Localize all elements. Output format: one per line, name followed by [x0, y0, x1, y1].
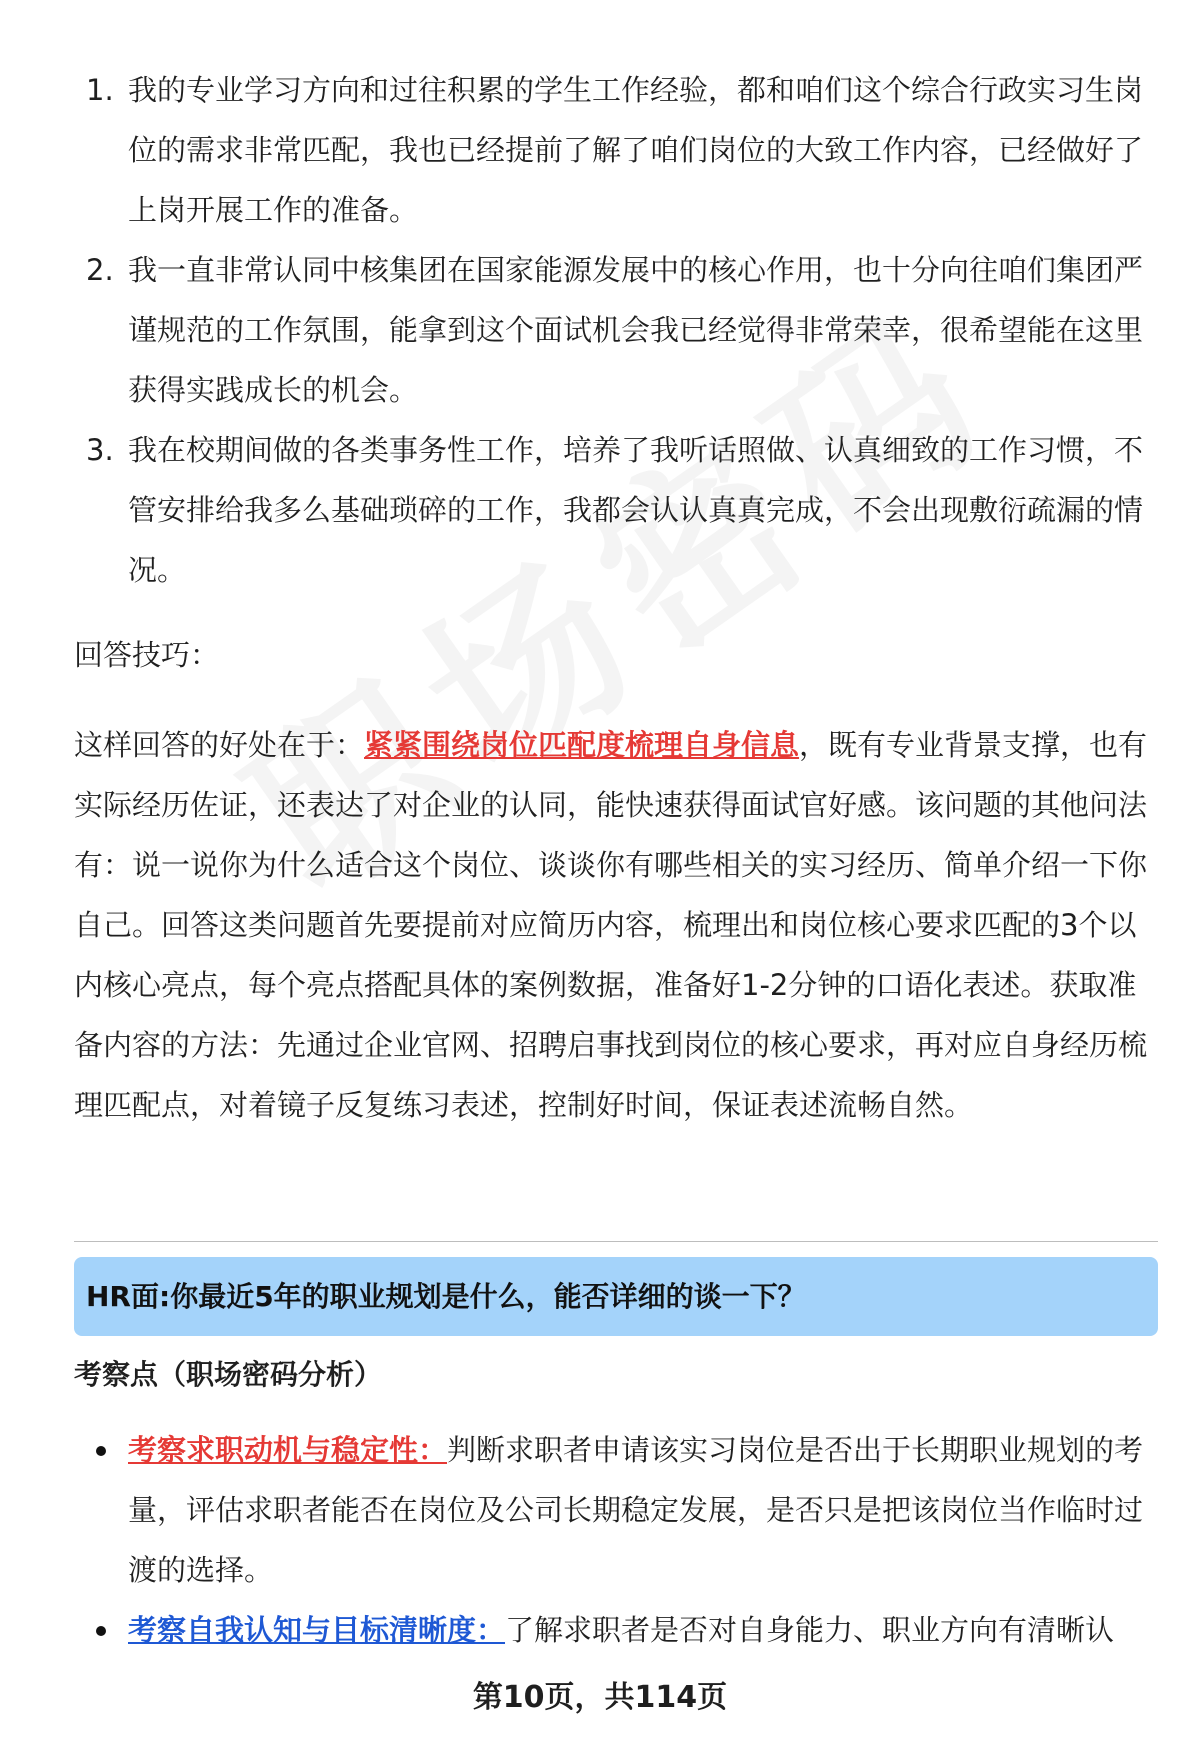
- section-divider: [74, 1241, 1158, 1242]
- tips-highlight: 紧紧围绕岗位匹配度梳理自身信息: [364, 728, 800, 762]
- analysis-heading: 考察点（职场密码分析）: [74, 1358, 383, 1391]
- list-number: 2.: [86, 253, 114, 287]
- list-item: [74, 60, 1154, 240]
- tips-body: ，既有专业背景支撑，也有实际经历佐证，还表达了对企业的认同，能快速获得面试官好感。该问题的其他问法有：说一说你为什么适合这个岗位、谈谈你有哪些相关的实习经历、简单介绍一下你自己。回答这类问题首先要提前对应简历内容，梳理出和岗位核心要求匹配的3个以内核心亮点，每个亮点搭配具体的案例数据，准备好1-2分钟的口语化表述。获取准备内容的方法：先通过企业官网、招聘启事找到岗位的核心要求，再对应自身经历梳理匹配点，对着镜子反复练习表述，控制好时间，保证表述流畅自然。: [74, 728, 1148, 1122]
- bullet-text: 判断求职者申请该实习岗位是否出于长期职业规划的考量，评估求职者能否在岗位及公司长期稳定发展，是否只是把该岗位当作临时过渡的选择。: [128, 1433, 1144, 1587]
- list-item-text: 我在校期间做的各类事务性工作，培养了我听话照做、认真细致的工作习惯，不管安排给我多么基础琐碎的工作，我都会认认真真完成，不会出现敷衍疏漏的情况。: [128, 433, 1144, 587]
- tips-lead: 这样回答的好处在于：: [74, 728, 365, 762]
- list-number: 3.: [86, 433, 114, 467]
- tips-paragraph: [74, 715, 1154, 1135]
- list-item: [74, 420, 1154, 600]
- numbered-list: [74, 60, 1154, 600]
- bullet-item: [74, 1420, 1154, 1600]
- bullet-text: 了解求职者是否对自身能力、职业方向有清晰认: [505, 1613, 1115, 1647]
- page-number-footer: 第10页，共114页: [472, 1680, 728, 1715]
- bullet-label: 考察自我认知与目标清晰度：: [128, 1613, 506, 1647]
- bullet-dot: [96, 1626, 106, 1636]
- bullet-item: [74, 1600, 1154, 1660]
- list-item: [74, 240, 1154, 420]
- analysis-bullet-list: [74, 1420, 1154, 1660]
- bullet-label: 考察求职动机与稳定性：: [128, 1433, 448, 1467]
- question-box: [74, 1257, 1158, 1336]
- list-item-text: 我的专业学习方向和过往积累的学生工作经验，都和咱们这个综合行政实习生岗位的需求非常匹配，我也已经提前了解了咱们岗位的大致工作内容，已经做好了上岗开展工作的准备。: [128, 73, 1144, 227]
- question-title: HR面:你最近5年的职业规划是什么，能否详细的谈一下？: [86, 1280, 806, 1313]
- list-number: 1.: [86, 73, 114, 107]
- bullet-dot: [96, 1446, 106, 1456]
- list-item-text: 我一直非常认同中核集团在国家能源发展中的核心作用，也十分向往咱们集团严谨规范的工作氛围，能拿到这个面试机会我已经觉得非常荣幸，很希望能在这里获得实践成长的机会。: [128, 253, 1144, 407]
- tips-label: 回答技巧：: [74, 638, 220, 672]
